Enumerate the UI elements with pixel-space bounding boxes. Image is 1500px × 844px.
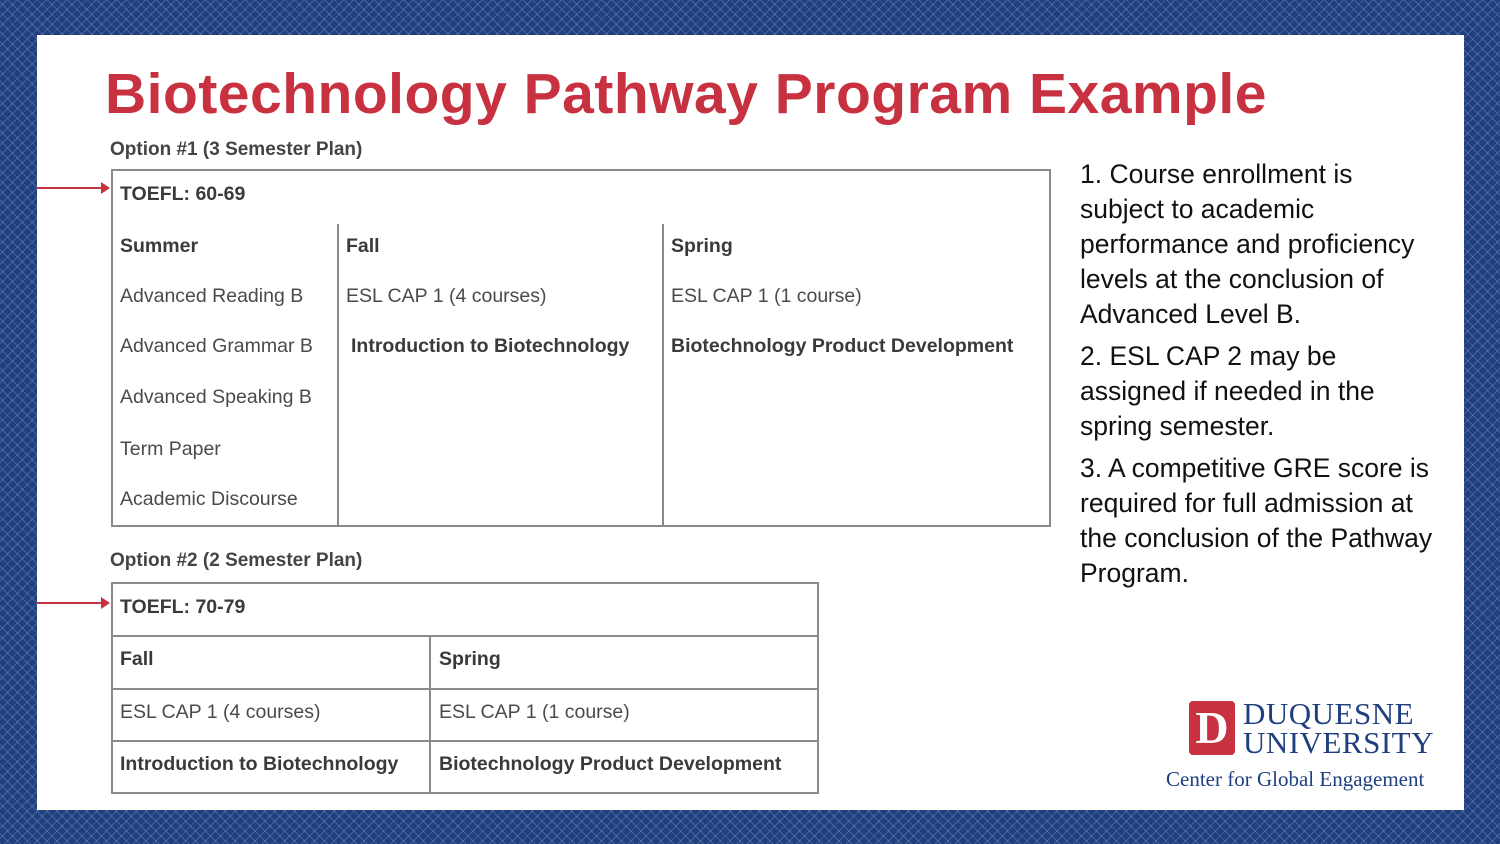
header-fall: Fall [346,235,380,257]
option2-label: Option #2 (2 Semester Plan) [110,550,363,571]
arrow-option1 [37,187,107,189]
duquesne-shield-icon: D [1189,701,1235,755]
logo-subtitle: Center for Global Engagement [1166,767,1425,791]
divider [113,635,817,637]
course-item: ESL CAP 1 (4 courses) [346,285,547,307]
divider [429,635,431,792]
divider [662,224,664,527]
course-item: Biotechnology Product Development [671,335,1014,357]
duquesne-logo [1165,697,1460,797]
course-item: Advanced Speaking B [120,386,312,408]
course-item: Advanced Grammar B [120,335,313,357]
table-cell: Biotechnology Product Development [439,753,782,775]
option1-label: Option #1 (3 Semester Plan) [110,139,363,160]
note-item: 3. A competitive GRE score is required for full admission at the conclusion of the Pathway Program. [1080,453,1433,588]
course-item: ESL CAP 1 (1 course) [671,285,862,307]
header-spring: Spring [439,648,501,670]
course-item: Academic Discourse [120,488,298,510]
option2-table [111,582,819,794]
option2-toefl: TOEFL: 70-79 [120,596,246,618]
slide [37,35,1464,810]
page-title: Biotechnology Pathway Program Example [105,62,1267,126]
course-item: Term Paper [120,438,221,460]
header-summer: Summer [120,235,199,257]
header-fall: Fall [120,648,154,670]
course-item: Introduction to Biotechnology [351,335,630,357]
divider [337,224,339,527]
divider [113,740,817,742]
arrow-option2 [37,602,107,604]
notes-list [1080,157,1440,598]
note-item: 1. Course enrollment is subject to academic performance and proficiency levels at the conclusion of Advanced Level B. [1080,159,1415,329]
divider [113,688,817,690]
option1-toefl: TOEFL: 60-69 [120,183,246,205]
course-item: Advanced Reading B [120,285,304,307]
table-cell: ESL CAP 1 (4 courses) [120,701,321,723]
table-cell: ESL CAP 1 (1 course) [439,701,630,723]
note-item: 2. ESL CAP 2 may be assigned if needed in the spring semester. [1080,341,1375,441]
table-cell: Introduction to Biotechnology [120,753,399,775]
logo-line1: DUQUESNE [1243,696,1415,731]
logo-line2: UNIVERSITY [1243,725,1434,760]
header-spring: Spring [671,235,733,257]
option1-table [111,169,1051,527]
